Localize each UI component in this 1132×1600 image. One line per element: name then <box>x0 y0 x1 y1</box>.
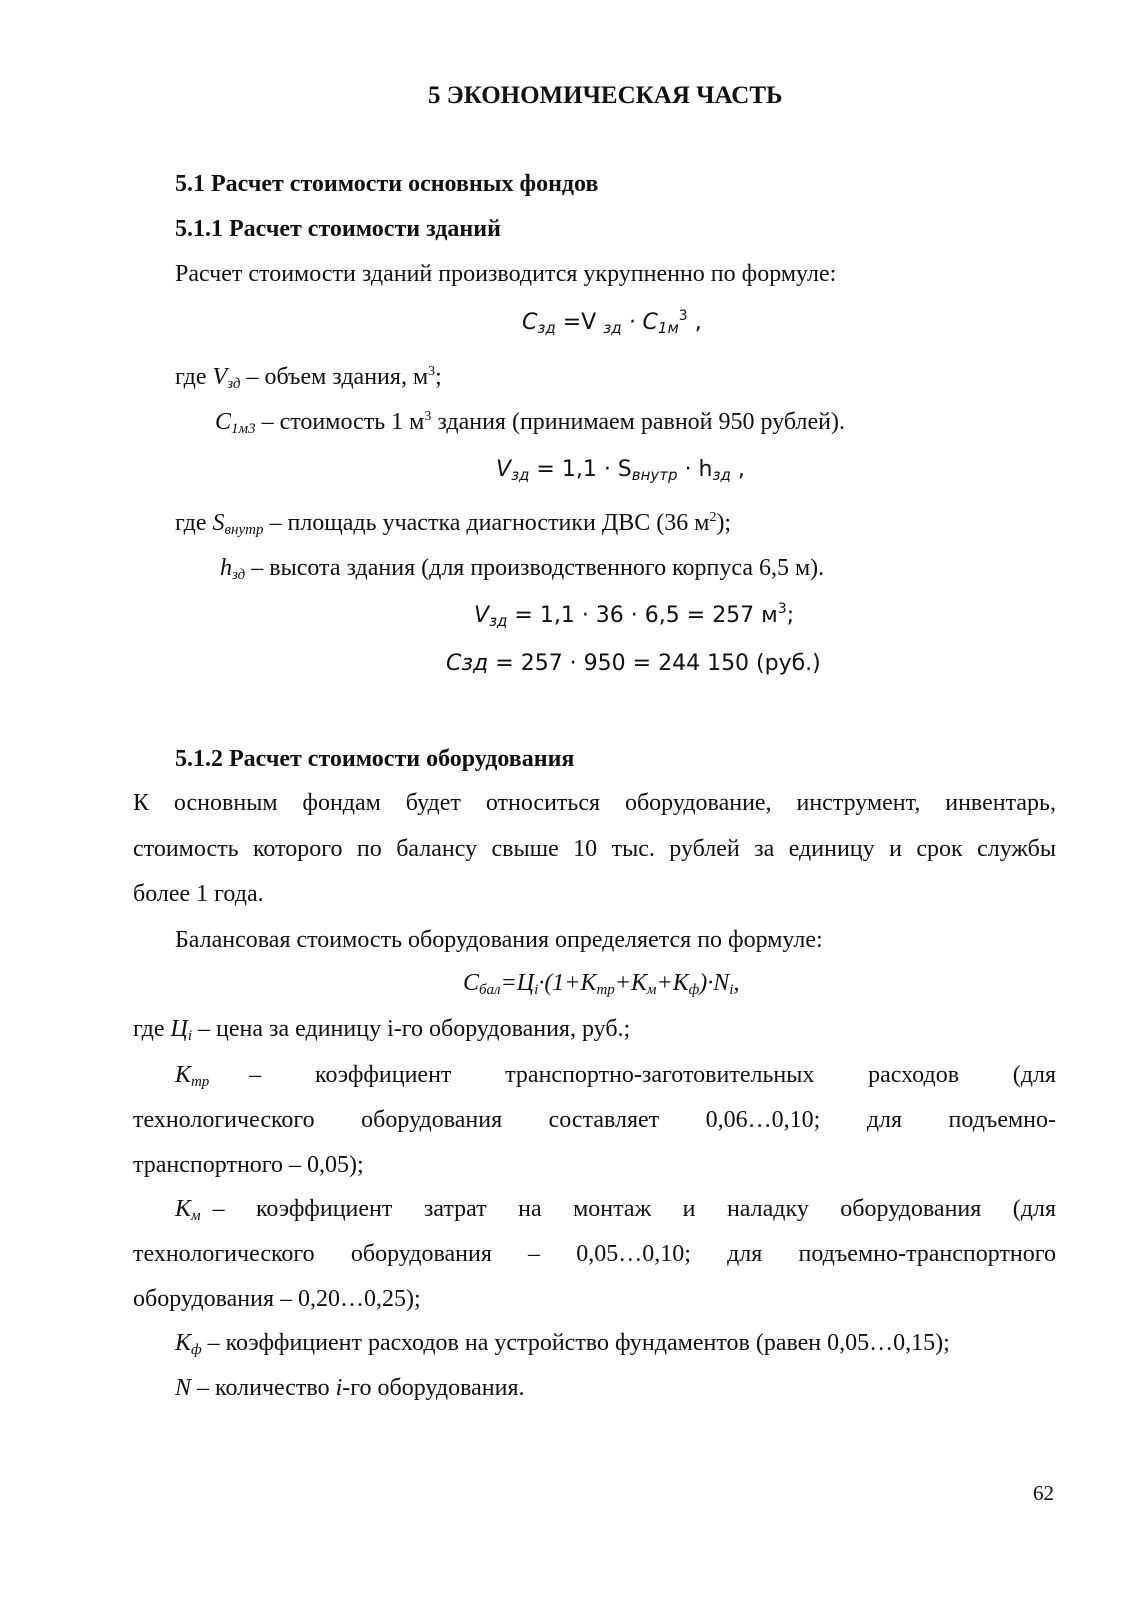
formula-balance-cost: $С_{бал}=Ц_i\cdot(1+К_{тр}+К_м+К_ф)\cdot N_i$, <box>463 970 740 998</box>
definition-km-line2: технологического оборудования – 0,05…0,10; для подъемно-транспортного <box>133 1241 1056 1267</box>
page-number: 62 <box>1033 1481 1054 1505</box>
definition-ktr-line3: транспортного – 0,05); <box>133 1152 364 1178</box>
paragraph-balance-cost-intro: Балансовая стоимость оборудования определяется по формуле: <box>175 927 823 953</box>
paragraph-fixed-assets-line1: К основным фондам будет относиться оборудование, инструмент, инвентарь, <box>133 790 1056 816</box>
paragraph-building-cost-intro: Расчет стоимости зданий производится укрупненно по формуле: <box>175 261 837 287</box>
definition-price: где $Ц_i$ – цена за единицу i-го оборудования, руб.; <box>133 1016 631 1044</box>
formula-building-volume: $V_{зд} = 1,1 \cdot S_{внутр} \cdot h_{зд}$ , <box>496 457 745 484</box>
definition-quantity: N – количество i-го оборудования. <box>175 1375 525 1401</box>
heading-5-1-1: 5.1.1 Расчет стоимости зданий <box>175 216 501 242</box>
formula-building-cost: $С_{зд} =V$ $_{зд} \cdot С_{1м}^3$ , <box>522 308 702 337</box>
definition-area: где $S_{внутр}$ – площадь участка диагностики ДВС (36 $м^2$); <box>175 510 732 538</box>
definition-km-line3: оборудования – 0,20…0,25); <box>133 1286 421 1312</box>
definition-volume: где $V_{зд}$ – объем здания, $м^3$; <box>175 364 442 392</box>
definition-height: $h_{зд}$ – высота здания (для производственного корпуса 6,5 м). <box>220 555 825 583</box>
definition-ktr-line2: технологического оборудования составляет 0,06…0,10; для подъемно- <box>133 1107 1056 1133</box>
formula-volume-value: $V_{зд} = 1,1 \cdot 36 \cdot 6,5 = 257$ $м^3$; <box>474 601 795 630</box>
formula-building-cost-value: Сзд = 257 · 950 = 244 150 (руб.) <box>446 651 821 676</box>
definition-unit-cost: $С_{1м3}$ – стоимость 1 $м^3$ здания (принимаем равной 950 рублей). <box>215 409 845 437</box>
paragraph-fixed-assets-line3: более 1 года. <box>133 881 264 907</box>
definition-ktr-line1: $К_{тр}$ – коэффициент транспортно-заготовительных расходов (для <box>175 1062 1056 1090</box>
section-title: 5 ЭКОНОМИЧЕСКАЯ ЧАСТЬ <box>428 82 783 109</box>
heading-5-1: 5.1 Расчет стоимости основных фондов <box>175 171 599 197</box>
definition-kf: $К_ф$ – коэффициент расходов на устройство фундаментов (равен 0,05…0,15); <box>175 1330 950 1358</box>
heading-5-1-2: 5.1.2 Расчет стоимости оборудования <box>175 746 575 772</box>
definition-km-line1: $К_м$ – коэффициент затрат на монтаж и наладку оборудования (для <box>175 1196 1056 1224</box>
paragraph-fixed-assets-line2: стоимость которого по балансу свыше 10 тыс. рублей за единицу и срок службы <box>133 836 1056 862</box>
